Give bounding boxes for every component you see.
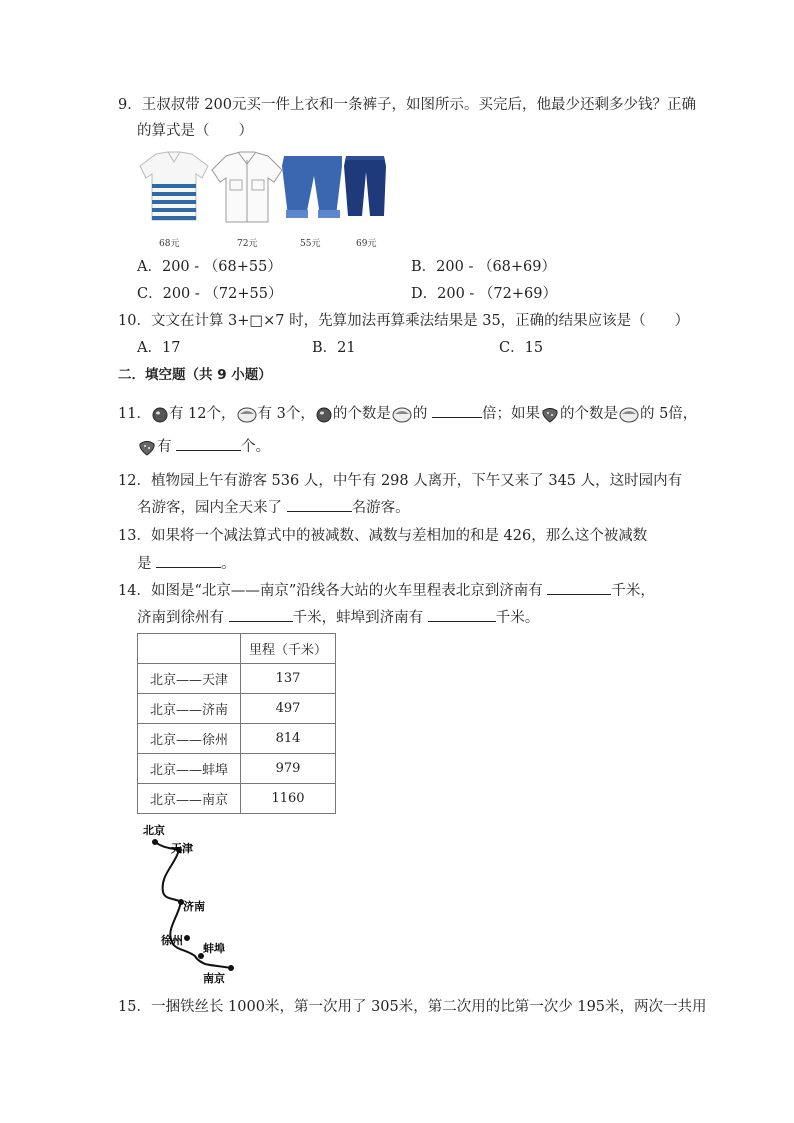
table-row: 北京——徐州 814 <box>138 724 336 754</box>
q9-option-a[interactable]: A．200 - （68+55） <box>137 259 282 275</box>
table-row: 北京——济南 497 <box>138 694 336 724</box>
table-header-empty <box>138 634 241 664</box>
section-heading: 二．填空题（共 9 小题） <box>118 367 272 383</box>
q14-line2: 济南到徐州有 千米，蚌埠到济南有 千米。 <box>137 607 539 628</box>
price-label-4: 69元 <box>356 239 377 249</box>
q13-line1: 13．如果将一个减法算式中的被减数、减数与差相加的和是 426，那么这个被减数 <box>118 528 648 544</box>
table-header-mileage: 里程（千米） <box>241 634 336 664</box>
q10-text: 10．文文在计算 3+□×7 时，先算加法再算乘法结果是 35，正确的结果应该是（ ） <box>118 313 690 329</box>
label-beijing: 北京 <box>143 824 165 837</box>
q9-option-d[interactable]: D．200 - （72+69） <box>411 286 557 302</box>
table-row: 北京——天津 137 <box>138 664 336 694</box>
apple-icon <box>315 405 333 423</box>
q14-blank-3[interactable] <box>428 607 496 622</box>
q10-option-c[interactable]: C．15 <box>499 340 544 356</box>
q13-line2: 是 。 <box>137 553 236 574</box>
q13-blank[interactable] <box>156 553 221 568</box>
label-bengbu: 蚌埠 <box>203 942 225 955</box>
q9-line2: 的算式是（ ） <box>137 123 253 139</box>
q12-blank[interactable] <box>287 497 352 512</box>
label-nanjing: 南京 <box>203 972 225 985</box>
peach-icon <box>391 404 413 424</box>
q12-line1: 12．植物园上午有游客 536 人，中午有 298 人离开，下午又来了 345 人，这时园内有 <box>118 473 683 489</box>
white-shirt-image <box>212 152 282 222</box>
table-row: 北京——南京 1160 <box>138 784 336 814</box>
q11-blank-2[interactable] <box>176 436 241 451</box>
price-label-2: 72元 <box>237 239 258 249</box>
station-dot-xuzhou <box>184 935 190 941</box>
mileage-table <box>137 633 336 814</box>
station-dot-nanjing <box>228 965 234 971</box>
q9-option-c[interactable]: C．200 - （72+55） <box>137 286 283 302</box>
station-dot-beijing <box>152 839 158 845</box>
label-tianjin: 天津 <box>171 842 193 855</box>
table-header-row <box>138 634 336 664</box>
strawberry-icon <box>540 404 560 424</box>
q10-option-a[interactable]: A．17 <box>137 340 181 356</box>
q9-line1: 9．王叔叔带 200元买一件上衣和一条裤子，如图所示。买完后，他最少还剩多少钱？正确 <box>118 97 697 113</box>
price-label-3: 55元 <box>300 239 321 249</box>
q14-blank-1[interactable] <box>547 580 611 595</box>
q14-blank-2[interactable] <box>229 607 293 622</box>
q11-line2: 有 个。 <box>137 436 270 457</box>
q9-option-b[interactable]: B．200 - （68+69） <box>411 259 556 275</box>
q10-option-b[interactable]: B．21 <box>312 340 356 356</box>
q11-blank-1[interactable] <box>432 403 482 418</box>
strawberry-icon <box>137 437 157 457</box>
peach-icon <box>618 404 640 424</box>
q11-line1: 11． 有 12个， 有 3个， 的个数是 的 倍；如果 的个数是 的 5倍， <box>118 403 697 424</box>
price-label-1: 68元 <box>159 239 180 249</box>
peach-icon <box>236 404 258 424</box>
jeans-image <box>282 156 342 218</box>
apple-icon <box>151 405 169 423</box>
q14-line1: 14．如图是“北京——南京”沿线各大站的火车里程表北京到济南有 千米， <box>118 580 655 601</box>
table-row: 北京——蚌埠 979 <box>138 754 336 784</box>
railway-route-map <box>135 820 255 990</box>
dark-pants-image <box>344 156 386 216</box>
label-xuzhou: 徐州 <box>161 934 183 947</box>
q15-line1: 15．一捆铁丝长 1000米，第一次用了 305米，第二次用的比第一次少 195米，两次一共用 <box>118 999 707 1015</box>
clothing-images <box>138 150 393 225</box>
q11-number: 11． <box>118 406 151 422</box>
label-jinan: 济南 <box>183 900 205 913</box>
q12-line2: 名游客，园内全天来了 名游客。 <box>137 497 410 518</box>
striped-shirt-image <box>140 152 208 220</box>
